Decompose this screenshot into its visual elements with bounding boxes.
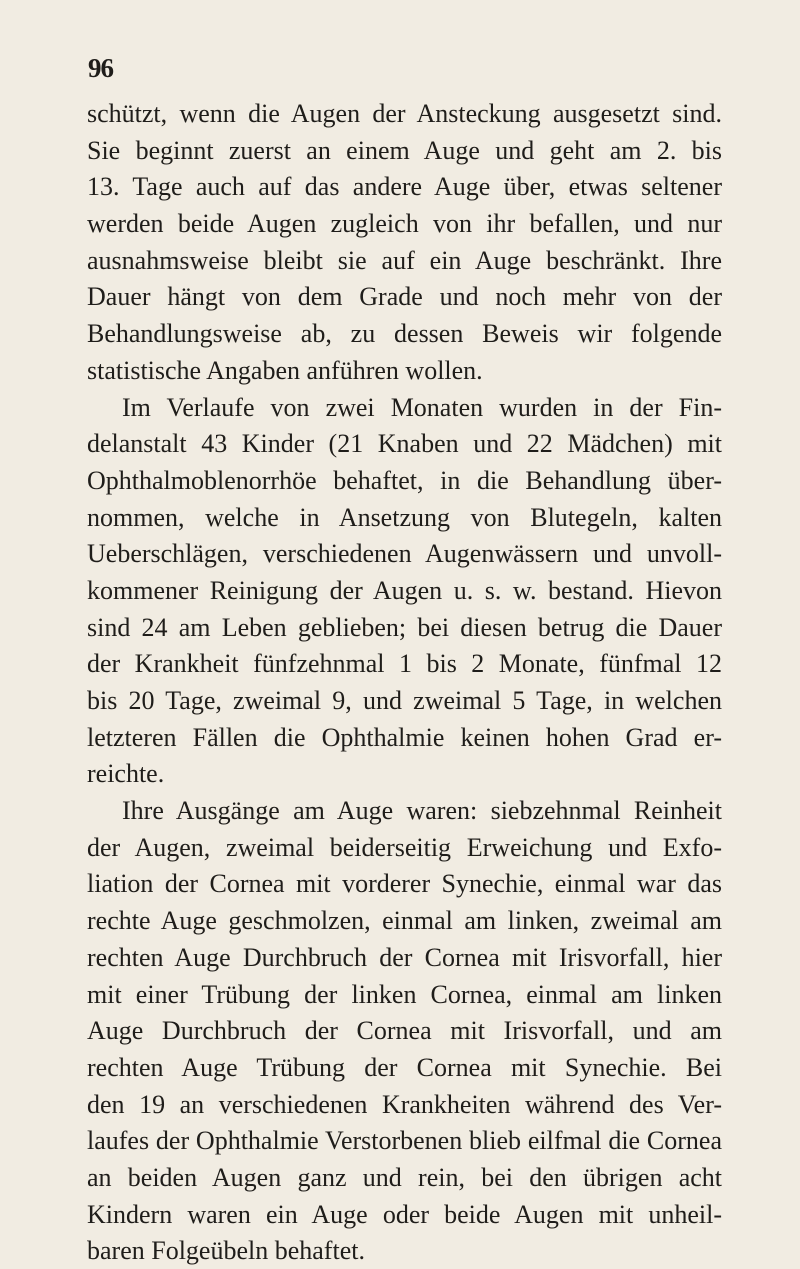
text-line: letzteren Fällen die Ophthalmie keinen hohen Grad er- bbox=[87, 722, 722, 752]
text-line: delanstalt 43 Kinder (21 Knaben und 22 Mädchen) mit bbox=[87, 429, 722, 459]
text-line: schützt, wenn die Augen der Ansteckung ausgesetzt sind. bbox=[87, 99, 722, 128]
text-line: an beiden Augen ganz und rein, bei den übrigen acht bbox=[87, 1162, 722, 1192]
text-line: der Krankheit fünfzehnmal 1 bis 2 Monate, fünfmal 12 bbox=[87, 649, 722, 679]
text-line: rechten Auge Durchbruch der Cornea mit Irisvorfall, hier bbox=[87, 942, 722, 972]
text-line: Auge Durchbruch der Cornea mit Irisvorfall, und am bbox=[87, 1016, 722, 1046]
text-line: sind 24 am Leben geblieben; bei diesen betrug die Dauer bbox=[87, 612, 722, 642]
body-text bbox=[87, 96, 722, 1269]
text-line: laufes der Ophthalmie Verstorbenen blieb eilfmal die Cornea bbox=[87, 1126, 722, 1156]
text-line: rechte Auge geschmolzen, einmal am linken, zweimal am bbox=[87, 906, 722, 936]
text-line: bis 20 Tage, zweimal 9, und zweimal 5 Tage, in welchen bbox=[87, 686, 722, 715]
text-line: Sie beginnt zuerst an einem Auge und geht am 2. bis bbox=[87, 135, 722, 165]
text-line: Ophthalmoblenorrhöe behaftet, in die Behandlung über- bbox=[87, 465, 722, 495]
text-line: mit einer Trübung der linken Cornea, einmal am linken bbox=[87, 979, 722, 1009]
text-line: Ueberschlägen, verschiedenen Augenwässern und unvoll- bbox=[87, 539, 722, 569]
text-line: liation der Cornea mit vorderer Synechie, einmal war das bbox=[87, 869, 722, 899]
text-line: 13. Tage auch auf das andere Auge über, etwas seltener bbox=[87, 172, 722, 202]
text-line: nommen, welche in Ansetzung von Blutegeln, kalten bbox=[87, 502, 722, 532]
text-line: Im Verlaufe von zwei Monaten wurden in der Fin- bbox=[122, 392, 722, 422]
text-line: Behandlungsweise ab, zu dessen Beweis wir folgende bbox=[87, 319, 722, 349]
text-line: Ihre Ausgänge am Auge waren: siebzehnmal Reinheit bbox=[122, 796, 722, 826]
text-line: Dauer hängt von dem Grade und noch mehr von der bbox=[87, 282, 722, 312]
text-line: reichte. bbox=[87, 759, 165, 789]
text-line: ausnahmsweise bleibt sie auf ein Auge beschränkt. Ihre bbox=[87, 245, 722, 275]
text-line: rechten Auge Trübung der Cornea mit Synechie. Bei bbox=[87, 1052, 722, 1082]
text-line: den 19 an verschiedenen Krankheiten während des Ver- bbox=[87, 1089, 722, 1119]
text-line: statistische Angaben anführen wollen. bbox=[87, 355, 483, 385]
text-line: Kindern waren ein Auge oder beide Augen mit unheil- bbox=[87, 1199, 722, 1229]
page-number: 96 bbox=[88, 53, 113, 83]
text-line: werden beide Augen zugleich von ihr befallen, und nur bbox=[87, 209, 722, 239]
text-line: kommener Reinigung der Augen u. s. w. bestand. Hievon bbox=[87, 575, 722, 605]
text-line: der Augen, zweimal beiderseitig Erweichung und Exfo- bbox=[87, 832, 722, 862]
text-line: baren Folgeübeln behaftet. bbox=[87, 1236, 365, 1266]
